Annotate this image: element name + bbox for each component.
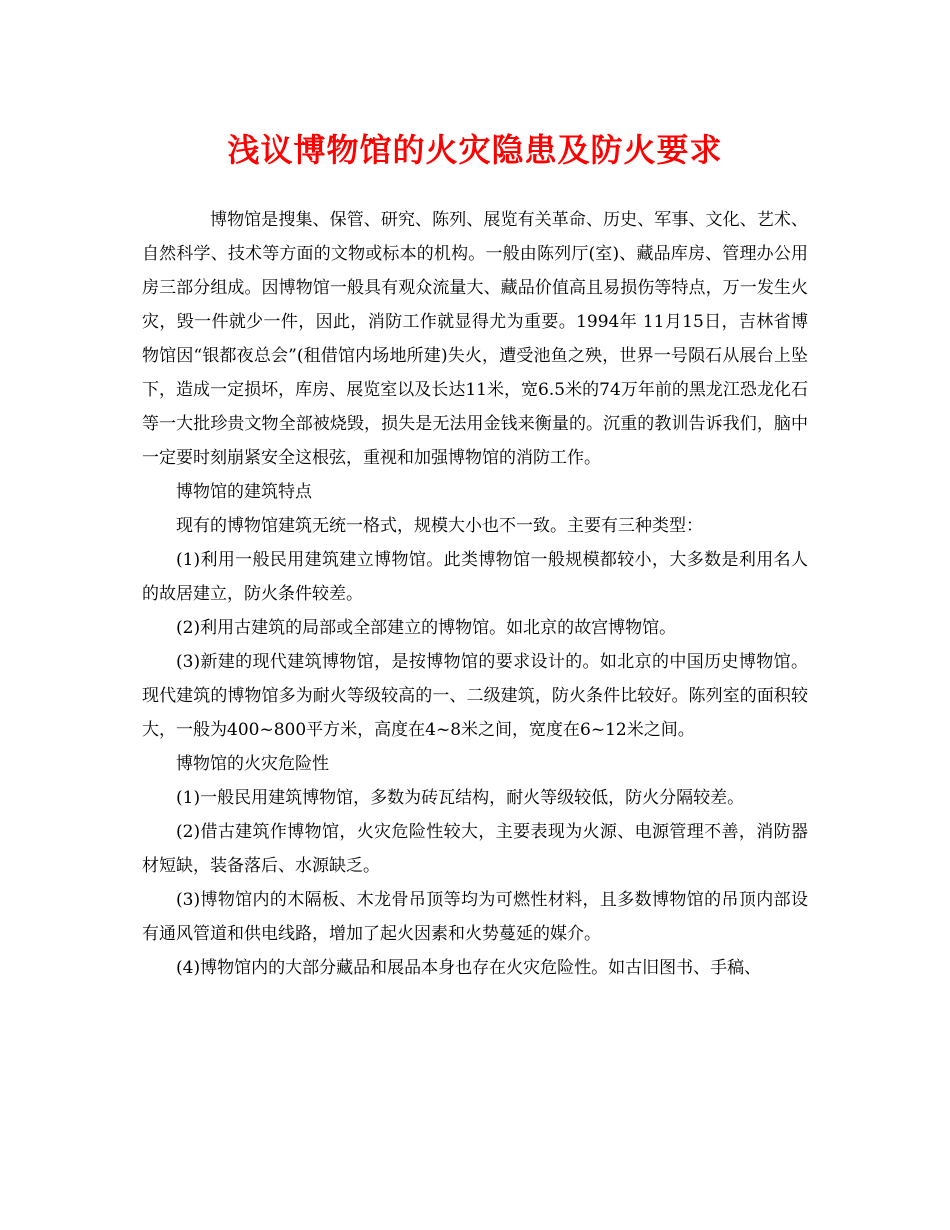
paragraph-types-intro: 现有的博物馆建筑无统一格式，规模大小也不一致。主要有三种类型： (176, 516, 703, 536)
section-heading-architecture: 博物馆的建筑特点 (176, 482, 312, 502)
document-body (142, 203, 808, 985)
document-title: 浅议博物馆的火灾隐患及防火要求 (227, 131, 723, 169)
section-heading-fire-risk: 博物馆的火灾危险性 (176, 754, 329, 774)
list-item-risk-4: (4)博物馆内的大部分藏品和展品本身也存在火灾危险性。如古旧图书、手稿、 (176, 958, 762, 978)
list-item-type-3: (3)新建的现代建筑博物馆，是按博物馆的要求设计的。如北京的中国历史博物馆。现代建筑的博物馆多为耐火等级较高的一、二级建筑，防火条件比较好。陈列室的面积较大，一般为400~800平方米，高度在4~8米之间，宽度在6~12米之间。 (142, 652, 808, 740)
list-item-risk-1: (1)一般民用建筑博物馆，多数为砖瓦结构，耐火等级较低，防火分隔较差。 (176, 788, 745, 808)
list-item-risk-3: (3)博物馆内的木隔板、木龙骨吊顶等均为可燃性材料，且多数博物馆的吊顶内部设有通风管道和供电线路，增加了起火因素和火势蔓延的媒介。 (142, 890, 808, 944)
paragraph-intro: 博物馆是搜集、保管、研究、陈列、展览有关革命、历史、军事、文化、艺术、自然科学、技术等方面的文物或标本的机构。一般由陈列厅(室)、藏品库房、管理办公用房三部分组成。因博物馆一般具有观众流量大、藏品价值高且易损伤等特点，万一发生火灾，毁一件就少一件，因此，消防工作就显得尤为重要。1994年 11月15日，吉林省博物馆因“银都夜总会”(租借馆内场地所建)失火，遭受池鱼之殃，世界一号陨石从展台上坠下，造成一定损坏，库房、展览室以及长达11米，宽6.5米的74万年前的黑龙江恐龙化石等一大批珍贵文物全部被烧毁，损失是无法用金钱来衡量的。沉重的教训告诉我们，脑中一定要时刻崩紧安全这根弦，重视和加强博物馆的消防工作。 (142, 210, 808, 468)
list-item-risk-2: (2)借古建筑作博物馆，火灾危险性较大，主要表现为火源、电源管理不善，消防器材短缺，装备落后、水源缺乏。 (142, 822, 808, 876)
list-item-type-2: (2)利用古建筑的局部或全部建立的博物馆。如北京的故宫博物馆。 (176, 618, 677, 638)
list-item-type-1: (1)利用一般民用建筑建立博物馆。此类博物馆一般规模都较小，大多数是利用名人的故居建立，防火条件较差。 (142, 550, 808, 604)
